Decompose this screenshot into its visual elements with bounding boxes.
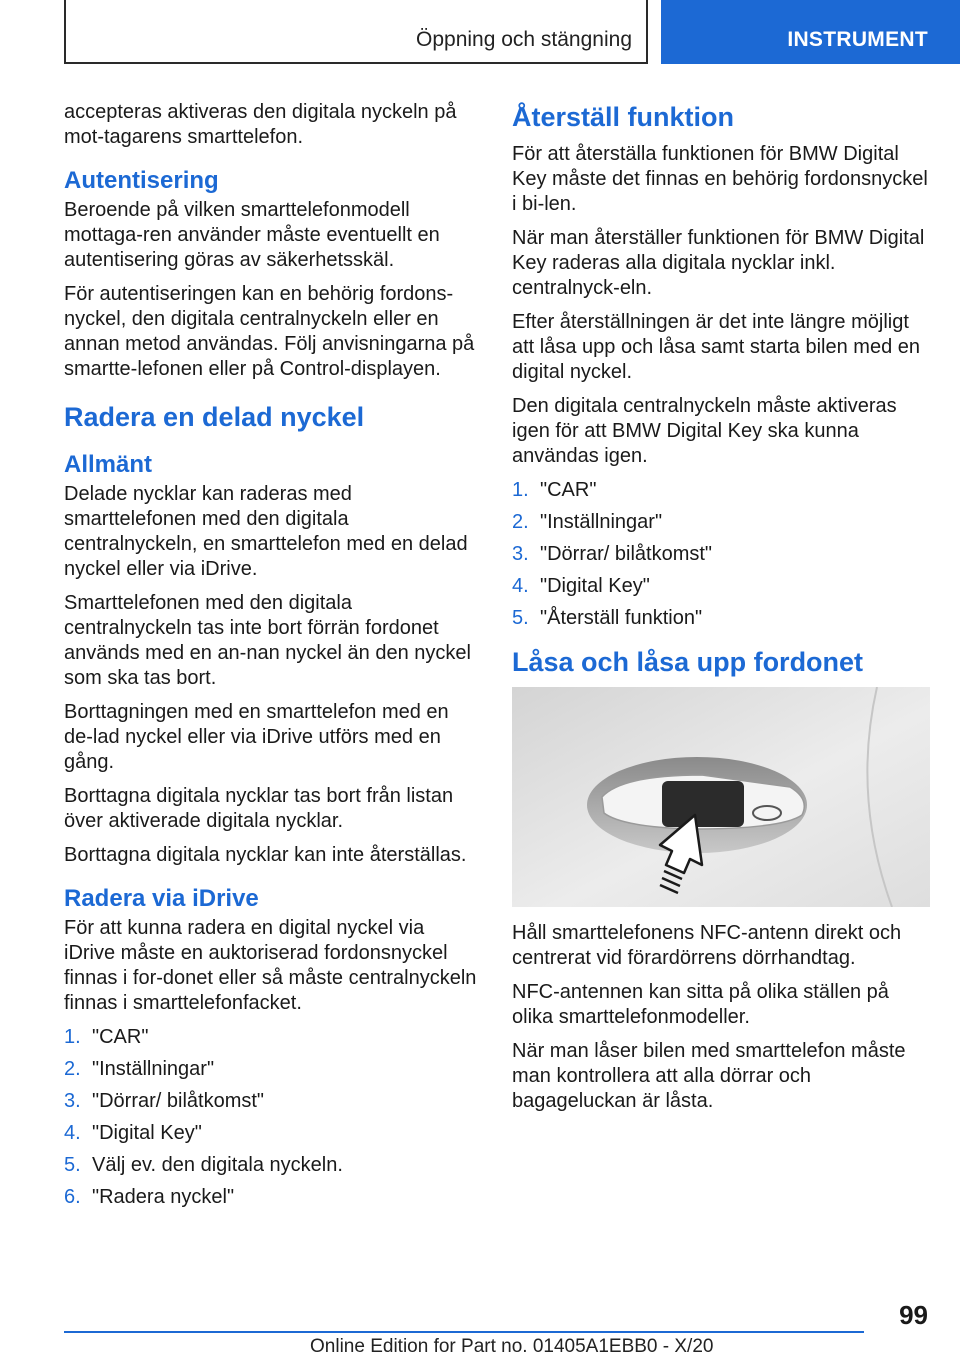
step-number: 5. [64, 1154, 81, 1176]
auth-paragraph-1: Beroende på vilken smarttelefonmodell mottaga-ren använder måste eventuellt en autentisering göras av säkerhetsskäl. [64, 199, 440, 271]
step-number: 4. [512, 575, 529, 597]
general-paragraph-4: Borttagna digitala nycklar tas bort från listan över aktiverade digitala nycklar. [64, 785, 454, 832]
list-item [512, 478, 930, 503]
door-handle-illustration [512, 687, 930, 907]
heading-authentication: Autentisering [64, 167, 219, 194]
idrive-paragraph: För att kunna radera en digital nyckel via iDrive måste en auktoriserad fordonsnyckel finnas i for-donet eller så måste centralnyckeln finnas i smarttelefonfacket. [64, 917, 477, 1014]
page-number: 99 [899, 1300, 928, 1330]
header-section-title: Öppning och stängning [416, 28, 632, 51]
reset-paragraph-1: För att återställa funktionen för BMW Digital Key måste det finnas en behörig fordonsnyckel i bi-len. [512, 143, 928, 215]
list-item [512, 574, 930, 599]
step-number: 6. [64, 1186, 81, 1208]
step-text: "Dörrar/ bilåtkomst" [540, 543, 713, 565]
heading-reset-function: Återställ funktion [512, 102, 735, 132]
list-item [64, 1025, 480, 1050]
left-column [64, 100, 480, 1224]
heading-general: Allmänt [64, 451, 153, 478]
header-chapter-title: INSTRUMENT [787, 28, 928, 51]
reset-paragraph-2: När man återställer funktionen för BMW Digital Key raderas alla digitala nycklar inkl. centralnyck-eln. [512, 227, 925, 299]
list-item [64, 1057, 480, 1082]
step-text: "Radera nyckel" [92, 1186, 235, 1208]
door-handle-svg [512, 687, 930, 907]
lock-paragraph-1: Håll smarttelefonens NFC-antenn direkt och centrerat vid förardörrens dörrhandtag. [512, 922, 902, 969]
reset-steps-list [512, 478, 930, 631]
auth-paragraph-2: För autentiseringen kan en behörig fordons-nyckel, den digitala centralnyckeln eller en annan metod användas. Följ anvisningarna på smartte-lefonen eller på Control-displayen. [64, 283, 475, 380]
general-paragraph-1: Delade nycklar kan raderas med smarttelefonen med den digitala centralnyckeln, en smarttelefon med en delad nyckel eller via iDrive. [64, 483, 468, 580]
general-paragraph-3: Borttagningen med en smarttelefon med en de-lad nyckel eller via iDrive utförs med en gång. [64, 701, 449, 773]
header-section-box [64, 0, 648, 64]
step-number: 2. [64, 1058, 81, 1080]
list-item [512, 542, 930, 567]
list-item [512, 510, 930, 535]
heading-delete-via-idrive: Radera via iDrive [64, 885, 259, 912]
reset-paragraph-3: Efter återställningen är det inte längre möjligt att låsa upp och låsa samt starta bilen med en digital nyckel. [512, 311, 921, 383]
step-number: 1. [512, 479, 529, 501]
step-number: 2. [512, 511, 529, 533]
idrive-steps-list [64, 1025, 480, 1210]
list-item [64, 1153, 480, 1178]
step-number: 3. [512, 543, 529, 565]
lock-paragraph-2: NFC-antennen kan sitta på olika ställen på olika smarttelefonmodeller. [512, 981, 889, 1028]
step-text: "Inställningar" [540, 511, 663, 533]
list-item [512, 606, 930, 631]
header-chapter-tab[interactable] [661, 0, 960, 64]
step-text: "Återställ funktion" [540, 607, 703, 629]
step-text: "Inställningar" [92, 1058, 215, 1080]
heading-lock-unlock: Låsa och låsa upp fordonet [512, 647, 864, 677]
general-paragraph-5: Borttagna digitala nycklar kan inte återställas. [64, 844, 467, 866]
step-text: "CAR" [92, 1026, 149, 1048]
list-item [64, 1185, 480, 1210]
step-text: "Dörrar/ bilåtkomst" [92, 1090, 265, 1112]
list-item [64, 1121, 480, 1146]
step-text: "Digital Key" [540, 575, 650, 597]
heading-delete-shared-key: Radera en delad nyckel [64, 402, 365, 432]
intro-paragraph: accepteras aktiveras den digitala nyckeln på mot-tagarens smarttelefon. [64, 101, 457, 148]
list-item [64, 1089, 480, 1114]
step-number: 4. [64, 1122, 81, 1144]
footer-edition: Online Edition for Part no. 01405A1EBB0 - X/20 [310, 1336, 714, 1357]
right-column [512, 100, 930, 1123]
step-text: Välj ev. den digitala nyckeln. [92, 1154, 343, 1176]
lock-paragraph-3: När man låser bilen med smarttelefon måste man kontrollera att alla dörrar och bagageluckan är låsta. [512, 1040, 906, 1112]
step-text: "CAR" [540, 479, 597, 501]
reset-paragraph-4: Den digitala centralnyckeln måste aktiveras igen för att BMW Digital Key ska kunna användas igen. [512, 395, 897, 467]
step-number: 5. [512, 607, 529, 629]
general-paragraph-2: Smarttelefonen med den digitala centralnyckeln tas inte bort förrän fordonet används med en an-nan nyckel än den nyckel som ska tas bort. [64, 592, 471, 689]
step-number: 3. [64, 1090, 81, 1112]
step-text: "Digital Key" [92, 1122, 202, 1144]
footer-divider [64, 1331, 864, 1333]
step-number: 1. [64, 1026, 81, 1048]
